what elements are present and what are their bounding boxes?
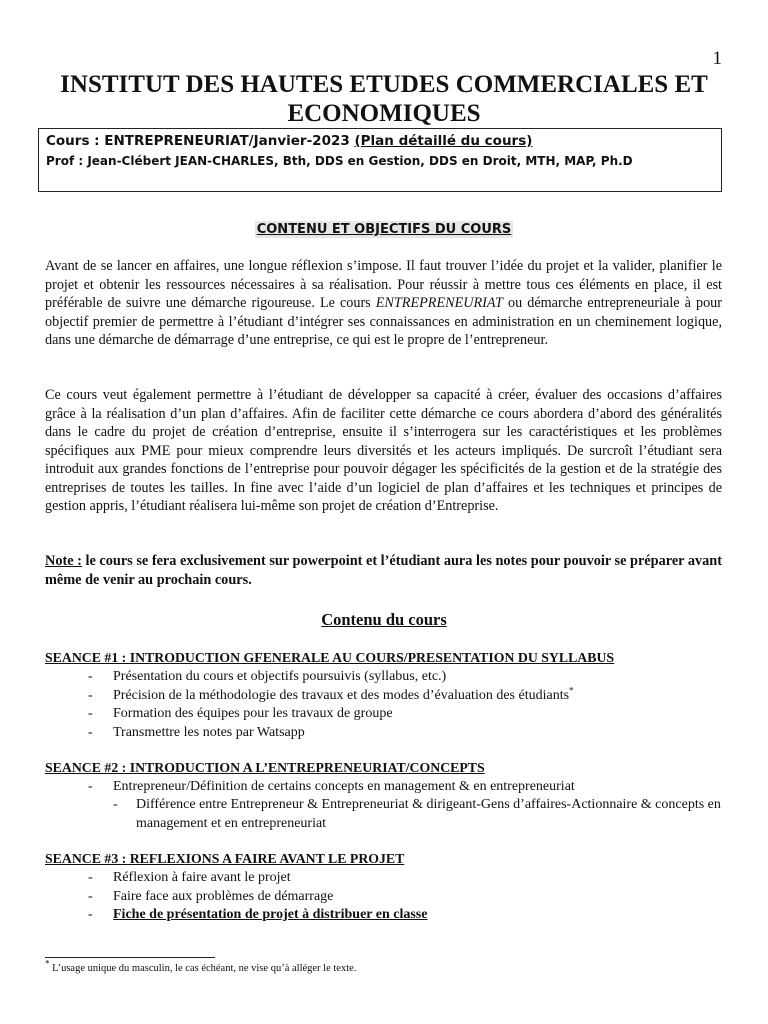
objectives-heading [0,220,768,238]
intro-paragraph-before: Avant de se lancer en affaires, une longue réflexion s’impose. Il faut trouver l’idée du projet et la valider, planifier le projet et obtenir les ressources nécessaires à sa réalisation. Pour réussir à mettre tous ces éléments en place, il est préférable de suivre une démarche rigoureuse. Le cours [45,258,722,311]
note-paragraph [45,552,722,590]
course-line [46,132,714,151]
institution-title: INSTITUT DES HAUTES ETUDES COMMERCIALES ET ECONOMIQUES [60,71,708,127]
intro-paragraph-after: ou démarche entrepreneuriale à pour objectif premier de permettre à l’étudiant d’intégrer ses connaissances en administration en un cheminement logique, dans une démarche de démarrage d’une entreprise, ce qui est le propre de l’entrepreneur. [45,295,722,348]
seance-2-list [88,778,575,797]
footnote-marker: * [45,958,50,969]
list-item: - Présentation du cours et objectifs poursuivis (syllabus, etc.) [88,668,574,687]
plan-label: (Plan détaillé du cours) [354,133,533,149]
page-number: 1 [712,48,722,69]
seance-2-sub-item: - Différence entre Entrepreneur & Entrepreneuriat & dirigeant-Gens d’affaires-Actionnaire & concepts en management et en entrepreneuriat [113,797,721,831]
seance-1-title: SEANCE #1 : INTRODUCTION GFENERALE AU COURS/PRESENTATION DU SYLLABUS [45,650,615,665]
list-item: - Réflexion à faire avant le projet [88,869,427,888]
seance-1-list [88,668,574,742]
objectives-paragraph: Ce cours veut également permettre à l’étudiant de développer sa capacité à créer, évaluer des occasions d’affaires grâce à la réalisation d’un plan d’affaires. Afin de faciliter cette démarche ce cours abordera d’abord des généralités dans le cadre du projet de création d’entreprise, ensuite il s’interrogera sur les caractéristiques et les problèmes spécifiques aux PME pour mieux comprendre leurs diversités et les acteurs impliqués. De surcroît l’étudiant sera introduit aux grandes fonctions de l’entreprise pour pouvoir dégager les spécificités de la gestion et de la stratégie des entreprises de toutes les tailles. In fine avec l’aide d’un logiciel de plan d’affaires et les techniques et principes de gestion appris, l’étudiant réalisera lui-même son projet de création d’Entreprise. [45,387,722,514]
list-item: - Formation des équipes pour les travaux de groupe [88,705,574,724]
list-item: - Précision de la méthodologie des travaux et des modes d’évaluation des étudiants* [88,687,574,706]
course-name: Cours : ENTREPRENEURIAT/Janvier-2023 [46,133,355,149]
note-label: Note : [45,553,82,569]
footnote-text: L’usage unique du masculin, le cas échéant, ne vise qu’à alléger le texte. [49,963,357,974]
footnote [45,958,357,974]
list-item: - Faire face aux problèmes de démarrage [88,888,427,907]
course-info-box [38,128,722,192]
objectives-heading-text: CONTENU ET OBJECTIFS DU COURS [256,222,512,237]
seance-2-title: SEANCE #2 : INTRODUCTION A L’ENTREPRENEURIAT/CONCEPTS [45,760,485,775]
intro-paragraph-course: ENTREPRENEURIAT [375,295,503,311]
note-text: le cours se fera exclusivement sur powerpoint et l’étudiant aura les notes pour pouvoir se préparer avant même de venir au prochain cours. [45,553,722,588]
intro-paragraph [45,257,722,350]
list-item: - Transmettre les notes par Watsapp [88,724,574,743]
course-content-heading: Contenu du cours [321,610,447,629]
list-item: - Entrepreneur/Définition de certains concepts en management & en entrepreneuriat [88,778,575,797]
footnote-marker: * [569,684,574,695]
footnote-divider [45,957,215,958]
list-item: - Fiche de présentation de projet à distribuer en classe [88,906,427,925]
seance-3-title: SEANCE #3 : REFLEXIONS A FAIRE AVANT LE PROJET [45,851,405,866]
professor-line: Prof : Jean-Clébert JEAN-CHARLES, Bth, DDS en Gestion, DDS en Droit, MTH, MAP, Ph.D [46,154,633,168]
seance-3-list [88,869,427,925]
